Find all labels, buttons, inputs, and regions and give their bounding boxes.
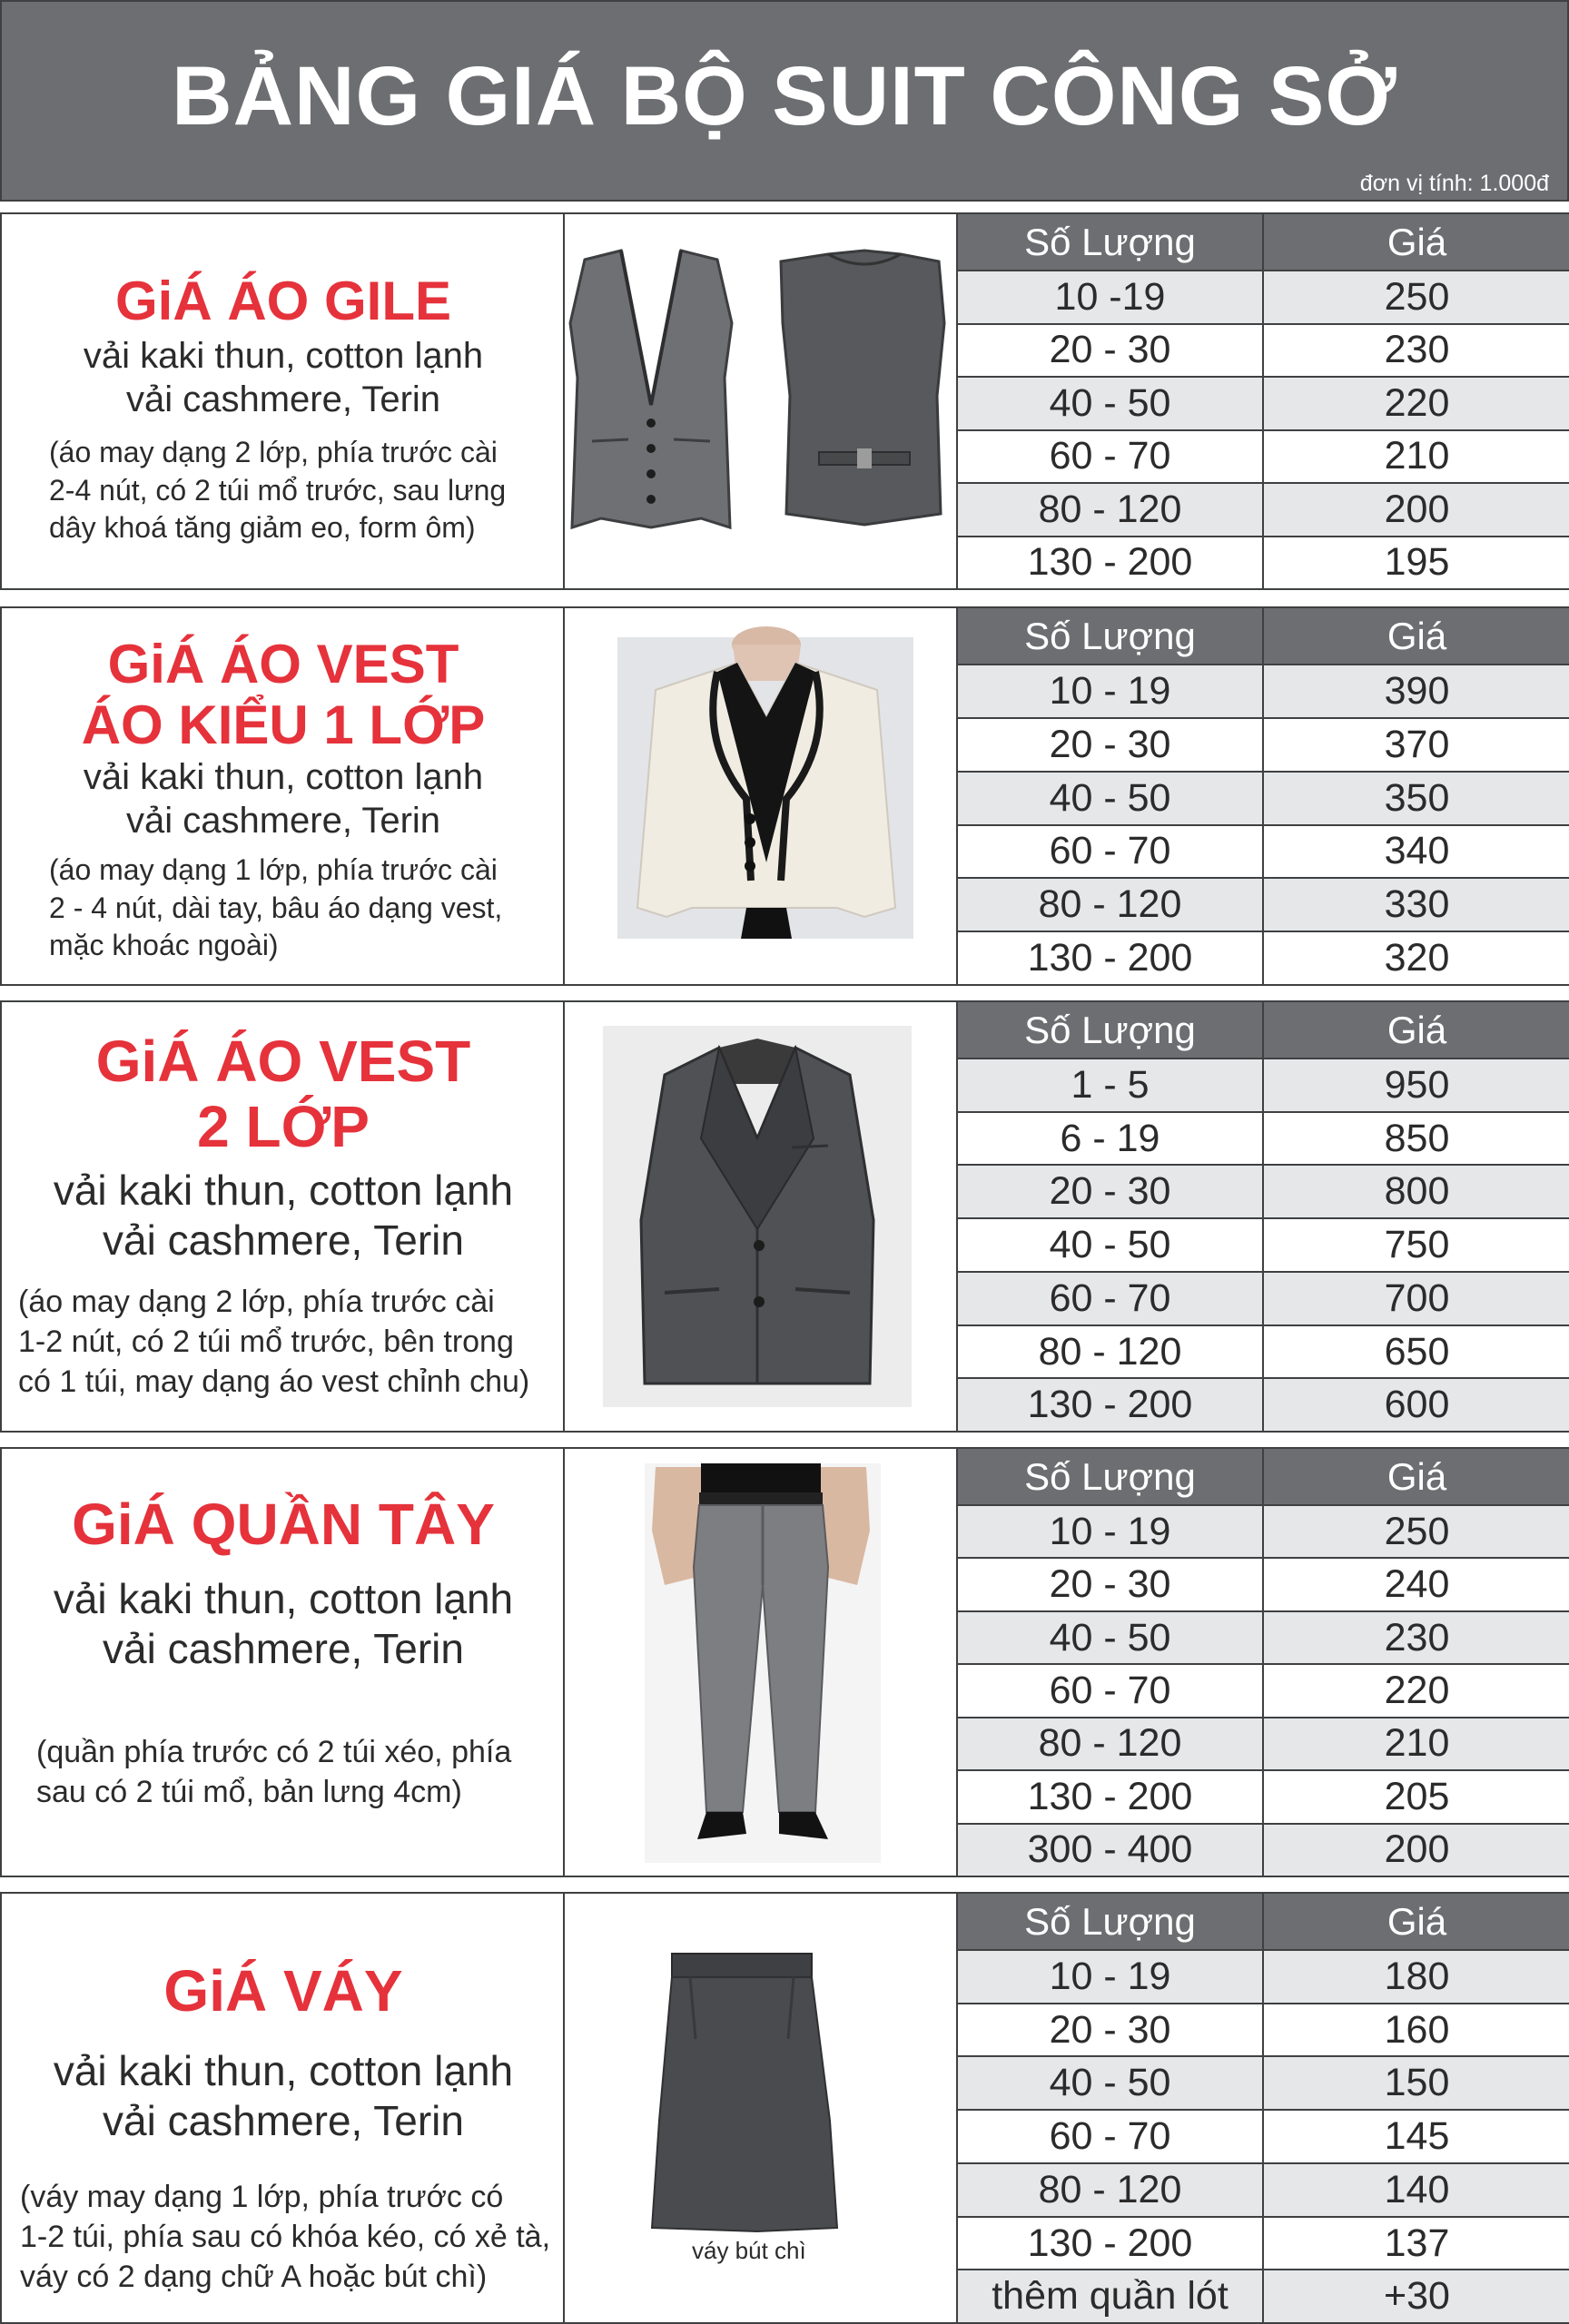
section-vest-1-layer <box>0 606 1569 986</box>
section-skirt-text <box>2 1894 565 2322</box>
price-table-vest-1-layer <box>958 608 1569 984</box>
price-table <box>958 1894 1569 2322</box>
table-row <box>958 2004 1569 2057</box>
vest-1-layer-image <box>565 608 958 984</box>
qty-cell: 60 - 70 <box>958 430 1263 484</box>
price-cell: 700 <box>1263 1272 1569 1325</box>
section-trousers <box>0 1447 1569 1877</box>
table-row <box>958 271 1569 324</box>
table-row <box>958 718 1569 772</box>
price-table-vest-2-layer <box>958 1002 1569 1431</box>
section-title: GiÁ QUẦN TÂY <box>72 1492 495 1557</box>
table-row <box>958 931 1569 984</box>
price-cell: 250 <box>1263 1505 1569 1558</box>
header-price: Giá <box>1263 1894 1569 1950</box>
price-table <box>958 608 1569 984</box>
price-cell: 145 <box>1263 2110 1569 2163</box>
price-cell: 140 <box>1263 2163 1569 2217</box>
table-row <box>958 1824 1569 1876</box>
qty-cell: 60 - 70 <box>958 1272 1263 1325</box>
qty-cell: 60 - 70 <box>958 1664 1263 1717</box>
fabric-list: vải kaki thun, cotton lạnh vải cashmere, Terin <box>83 336 484 419</box>
header-price: Giá <box>1263 608 1569 665</box>
price-cell: 230 <box>1263 324 1569 378</box>
section-title: GiÁ VÁY <box>163 1958 403 2024</box>
price-cell: 650 <box>1263 1325 1569 1379</box>
qty-cell: 40 - 50 <box>958 1218 1263 1272</box>
table-row <box>958 483 1569 537</box>
price-cell: 250 <box>1263 271 1569 324</box>
qty-cell: 10 -19 <box>958 271 1263 324</box>
table-row <box>958 1558 1569 1610</box>
price-cell: 220 <box>1263 1664 1569 1717</box>
qty-cell: 80 - 120 <box>958 1325 1263 1379</box>
qty-cell: 60 - 70 <box>958 2110 1263 2163</box>
price-cell: 750 <box>1263 1218 1569 1272</box>
qty-cell: 130 - 200 <box>958 1378 1263 1431</box>
description-note: (áo may dạng 2 lớp, phía trước cài 2-4 nút, có 2 túi mổ trước, sau lưng dây khoá tăng giảm eo, form ôm) <box>49 436 507 545</box>
header-qty: Số Lượng <box>958 1449 1263 1505</box>
table-row <box>958 1611 1569 1664</box>
table-row <box>958 1505 1569 1558</box>
price-table <box>958 214 1569 588</box>
qty-cell: 40 - 50 <box>958 1611 1263 1664</box>
qty-cell: 20 - 30 <box>958 2004 1263 2057</box>
section-gile <box>0 212 1569 590</box>
vest-gile-illustration <box>565 214 958 592</box>
price-cell: 390 <box>1263 665 1569 718</box>
price-cell: 320 <box>1263 931 1569 984</box>
table-row <box>958 2056 1569 2110</box>
section-vest-1-layer-text <box>2 608 565 984</box>
section-gile-text <box>2 214 565 588</box>
qty-cell: 130 - 200 <box>958 931 1263 984</box>
price-table-skirt <box>958 1894 1569 2322</box>
description-note: (áo may dạng 2 lớp, phía trước cài 1-2 nút, có 2 túi mổ trước, bên trong có 1 túi, may dạng áo vest chỉnh chu) <box>18 1285 530 1400</box>
qty-cell: 80 - 120 <box>958 483 1263 537</box>
table-row <box>958 772 1569 825</box>
table-row <box>958 537 1569 588</box>
table-row <box>958 665 1569 718</box>
header-price: Giá <box>1263 1002 1569 1059</box>
price-cell: 240 <box>1263 1558 1569 1610</box>
qty-cell: 130 - 200 <box>958 1770 1263 1823</box>
section-title: GiÁ ÁO GILE <box>114 271 452 331</box>
price-cell: 370 <box>1263 718 1569 772</box>
qty-cell: 10 - 19 <box>958 665 1263 718</box>
table-row <box>958 1325 1569 1379</box>
price-cell: 950 <box>1263 1059 1569 1112</box>
table-row <box>958 430 1569 484</box>
price-table-gile <box>958 214 1569 588</box>
qty-cell: 60 - 70 <box>958 825 1263 879</box>
qty-cell: 20 - 30 <box>958 1165 1263 1218</box>
price-cell: 340 <box>1263 825 1569 879</box>
table-row <box>958 2217 1569 2270</box>
price-cell: 180 <box>1263 1950 1569 2004</box>
section-trousers-text <box>2 1449 565 1876</box>
price-table <box>958 1002 1569 1431</box>
header-qty: Số Lượng <box>958 1002 1263 1059</box>
price-cell: 205 <box>1263 1770 1569 1823</box>
price-table <box>958 1449 1569 1876</box>
table-row <box>958 377 1569 430</box>
qty-cell: 10 - 19 <box>958 1950 1263 2004</box>
table-row <box>958 2270 1569 2322</box>
description-note: (quần phía trước có 2 túi xéo, phía sau có 2 túi mổ, bản lưng 4cm) <box>36 1735 512 1810</box>
pencil-skirt-illustration <box>565 1894 958 2257</box>
price-cell: 137 <box>1263 2217 1569 2270</box>
table-row <box>958 1718 1569 1770</box>
qty-cell: 40 - 50 <box>958 377 1263 430</box>
table-row <box>958 1378 1569 1431</box>
price-cell: 200 <box>1263 1824 1569 1876</box>
trousers-illustration <box>565 1449 958 1879</box>
header-banner <box>0 0 1569 202</box>
qty-cell: 80 - 120 <box>958 2163 1263 2217</box>
table-row <box>958 878 1569 931</box>
qty-cell: 20 - 30 <box>958 324 1263 378</box>
qty-cell: 300 - 400 <box>958 1824 1263 1876</box>
table-row <box>958 1272 1569 1325</box>
table-row <box>958 825 1569 879</box>
qty-cell: thêm quần lót <box>958 2270 1263 2322</box>
qty-cell: 1 - 5 <box>958 1059 1263 1112</box>
price-cell: 210 <box>1263 430 1569 484</box>
price-cell: 850 <box>1263 1112 1569 1166</box>
section-title: GiÁ ÁO VEST ÁO KIỂU 1 LỚP <box>81 634 486 756</box>
section-skirt <box>0 1892 1569 2324</box>
table-row <box>958 1664 1569 1717</box>
description-note: (áo may dạng 1 lớp, phía trước cài 2 - 4 nút, dài tay, bâu áo dạng vest, mặc khoác ngoài) <box>49 853 503 962</box>
header-price: Giá <box>1263 214 1569 271</box>
qty-cell: 20 - 30 <box>958 1558 1263 1610</box>
qty-cell: 10 - 19 <box>958 1505 1263 1558</box>
table-row <box>958 1218 1569 1272</box>
image-caption: váy bút chì <box>692 2237 806 2264</box>
table-row <box>958 2163 1569 2217</box>
fabric-list: vải kaki thun, cotton lạnh vải cashmere, Terin <box>53 1575 514 1673</box>
table-row <box>958 1950 1569 2004</box>
section-title: GiÁ ÁO VEST 2 LỚP <box>95 1029 471 1159</box>
header-qty: Số Lượng <box>958 214 1263 271</box>
table-row <box>958 1112 1569 1166</box>
price-cell: 150 <box>1263 2056 1569 2110</box>
table-row <box>958 1165 1569 1218</box>
page-title: BẢNG GIÁ BỘ SUIT CÔNG SỞ <box>172 50 1397 143</box>
qty-cell: 130 - 200 <box>958 2217 1263 2270</box>
price-cell: 600 <box>1263 1378 1569 1431</box>
table-row <box>958 1770 1569 1823</box>
qty-cell: 80 - 120 <box>958 878 1263 931</box>
qty-cell: 6 - 19 <box>958 1112 1263 1166</box>
description-note: (váy may dạng 1 lớp, phía trước có 1-2 túi, phía sau có khóa kéo, có xẻ tà, váy có 2 dạng chữ A hoặc bút chì) <box>20 2180 551 2295</box>
trousers-image <box>565 1449 958 1876</box>
price-cell: 800 <box>1263 1165 1569 1218</box>
qty-cell: 40 - 50 <box>958 772 1263 825</box>
fabric-list: vải kaki thun, cotton lạnh vải cashmere, Terin <box>83 757 484 841</box>
price-cell: 220 <box>1263 377 1569 430</box>
header-qty: Số Lượng <box>958 1894 1263 1950</box>
qty-cell: 130 - 200 <box>958 537 1263 588</box>
price-cell: +30 <box>1263 2270 1569 2322</box>
price-cell: 200 <box>1263 483 1569 537</box>
price-cell: 210 <box>1263 1718 1569 1770</box>
qty-cell: 40 - 50 <box>958 2056 1263 2110</box>
fabric-list: vải kaki thun, cotton lạnh vải cashmere, Terin <box>53 2047 514 2145</box>
price-cell: 160 <box>1263 2004 1569 2057</box>
gile-images <box>565 214 958 588</box>
fabric-list: vải kaki thun, cotton lạnh vải cashmere, Terin <box>53 1167 514 1265</box>
vest-2-layer-image <box>565 1002 958 1431</box>
header-qty: Số Lượng <box>958 608 1263 665</box>
price-cell: 330 <box>1263 878 1569 931</box>
white-jacket-illustration <box>565 608 958 988</box>
section-vest-2-layer-text <box>2 1002 565 1431</box>
table-row <box>958 2110 1569 2163</box>
blazer-illustration <box>565 1002 958 1434</box>
unit-note: đơn vị tính: 1.000đ <box>1359 171 1549 196</box>
table-row <box>958 1059 1569 1112</box>
qty-cell: 20 - 30 <box>958 718 1263 772</box>
price-table-trousers <box>958 1449 1569 1876</box>
qty-cell: 80 - 120 <box>958 1718 1263 1770</box>
skirt-image <box>565 1894 958 2322</box>
price-cell: 195 <box>1263 537 1569 588</box>
price-cell: 230 <box>1263 1611 1569 1664</box>
section-vest-2-layer <box>0 1000 1569 1433</box>
price-cell: 350 <box>1263 772 1569 825</box>
table-row <box>958 324 1569 378</box>
header-price: Giá <box>1263 1449 1569 1505</box>
